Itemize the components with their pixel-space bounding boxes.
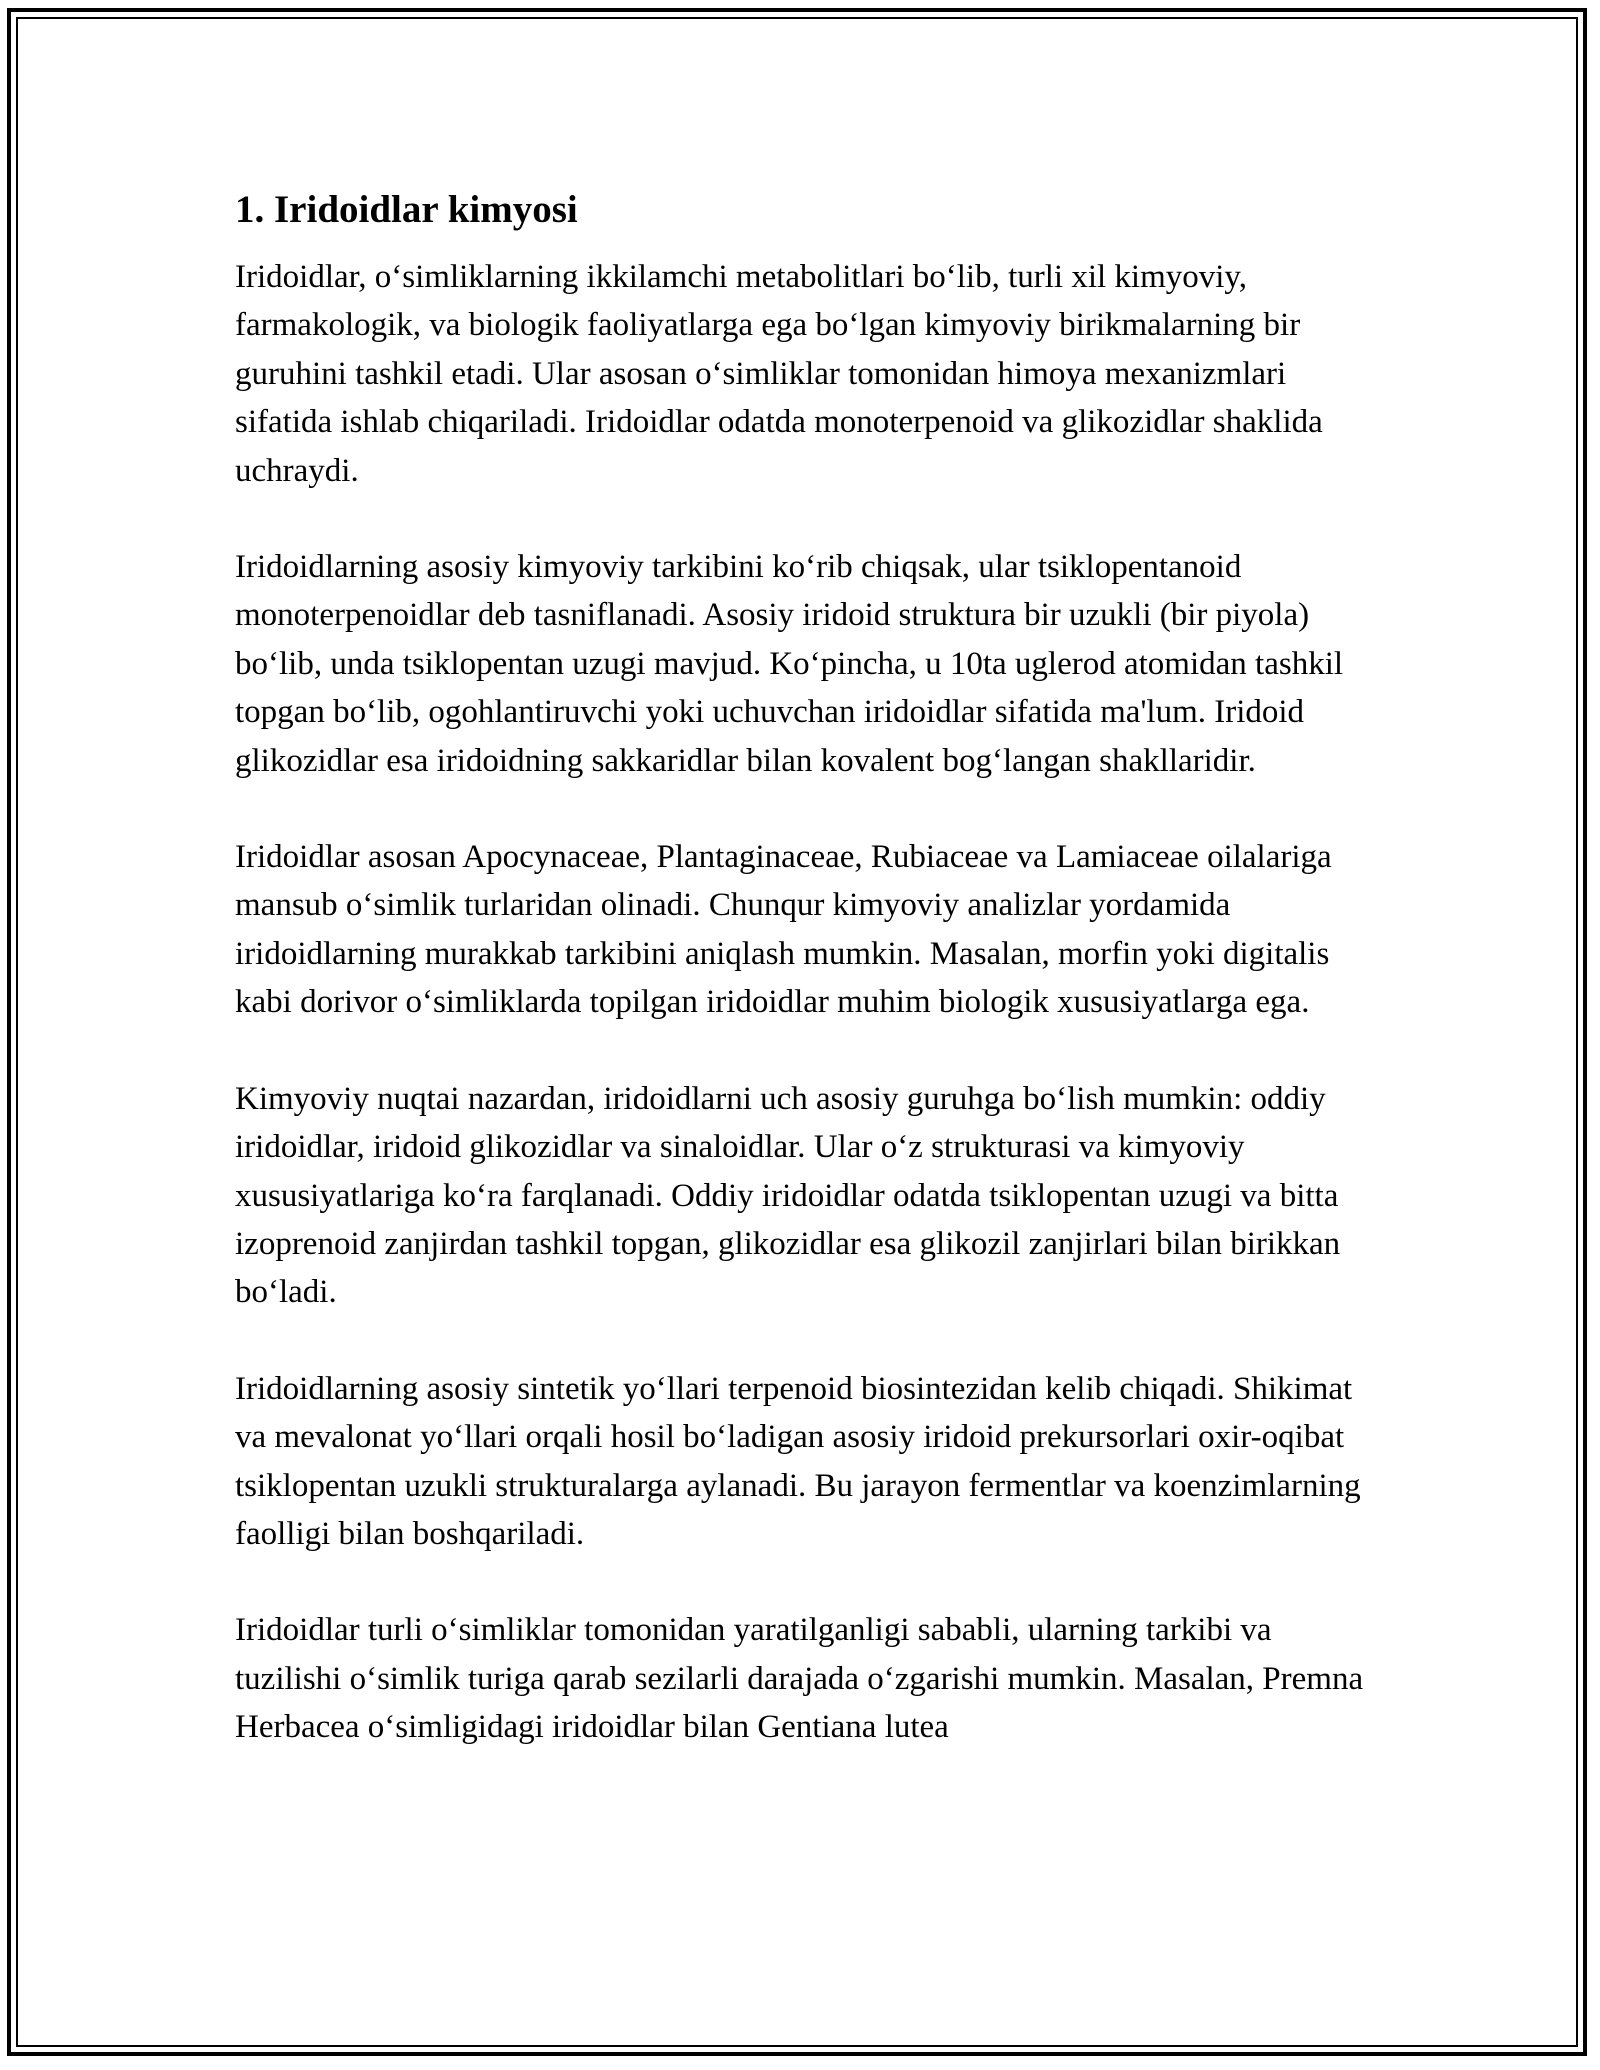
- document-body: [235, 186, 1375, 1800]
- paragraph-6: Iridoidlar turli o‘simliklar tomonidan yaratilganligi sababli, ularning tarkibi va tuzilishi o‘simlik turiga qarab sezilarli darajada o‘zgarishi mumkin. Masalan, Premna Herbacea o‘simligidagi iridoidlar bilan Gentiana lutea: [235, 1612, 1364, 1746]
- paragraph-3: Iridoidlar asosan Apocynaceae, Plantaginaceae, Rubiaceae va Lamiaceae oilalariga mansub o‘simlik turlaridan olinadi. Chunqur kimyoviy analizlar yordamida iridoidlarning murakkab tarkibini aniqlash mumkin. Masalan, morfin yoki digitalis kabi dorivor o‘simliklarda topilgan iridoidlar muhim biologik xususiyatlarga ega.: [235, 839, 1332, 1021]
- paragraph-5: Iridoidlarning asosiy sintetik yo‘llari terpenoid biosintezidan kelib chiqadi. Shikimat va mevalonat yo‘llari orqali hosil bo‘ladigan asosiy iridoid prekursorlari oxir-oqibat tsiklopentan uzukli strukturalarga aylanadi. Bu jarayon fermentlar va koenzimlarning faolligi bilan boshqariladi.: [235, 1370, 1361, 1552]
- section-heading: 1. Iridoidlar kimyosi: [235, 188, 578, 231]
- paragraph-1: Iridoidlar, o‘simliklarning ikkilamchi metabolitlari bo‘lib, turli xil kimyoviy, farmakologik, va biologik faoliyatlarga ega bo‘lgan kimyoviy birikmalarning bir guruhini tashkil etadi. Ular asosan o‘simliklar tomonidan himoya mexanizmlari sifatida ishlab chiqariladi. Iridoidlar odatda monoterpenoid va glikozidlar shaklida uchraydi.: [235, 259, 1323, 489]
- paragraph-4: Kimyoviy nuqtai nazardan, iridoidlarni uch asosiy guruhga bo‘lish mumkin: oddiy iridoidlar, iridoid glikozidlar va sinaloidlar. Ular o‘z strukturasi va kimyoviy xususiyatlariga ko‘ra farqlanadi. Oddiy iridoidlar odatda tsiklopentan uzugi va bitta izoprenoid zanjirdan tashkil topgan, glikozidlar esa glikozil zanjirlari bilan birikkan bo‘ladi.: [235, 1080, 1341, 1311]
- paragraph-2: Iridoidlarning asosiy kimyoviy tarkibini ko‘rib chiqsak, ular tsiklopentanoid monoterpenoidlar deb tasniflanadi. Asosiy iridoid struktura bir uzukli (bir piyola) bo‘lib, unda tsiklopentan uzugi mavjud. Ko‘pincha, u 10ta uglerod atomidan tashkil topgan bo‘lib, ogohlantiruvchi yoki uchuvchan iridoidlar sifatida ma'lum. Iridoid glikozidlar esa iridoidning sakkaridlar bilan kovalent bog‘langan shakllaridir.: [235, 549, 1344, 779]
